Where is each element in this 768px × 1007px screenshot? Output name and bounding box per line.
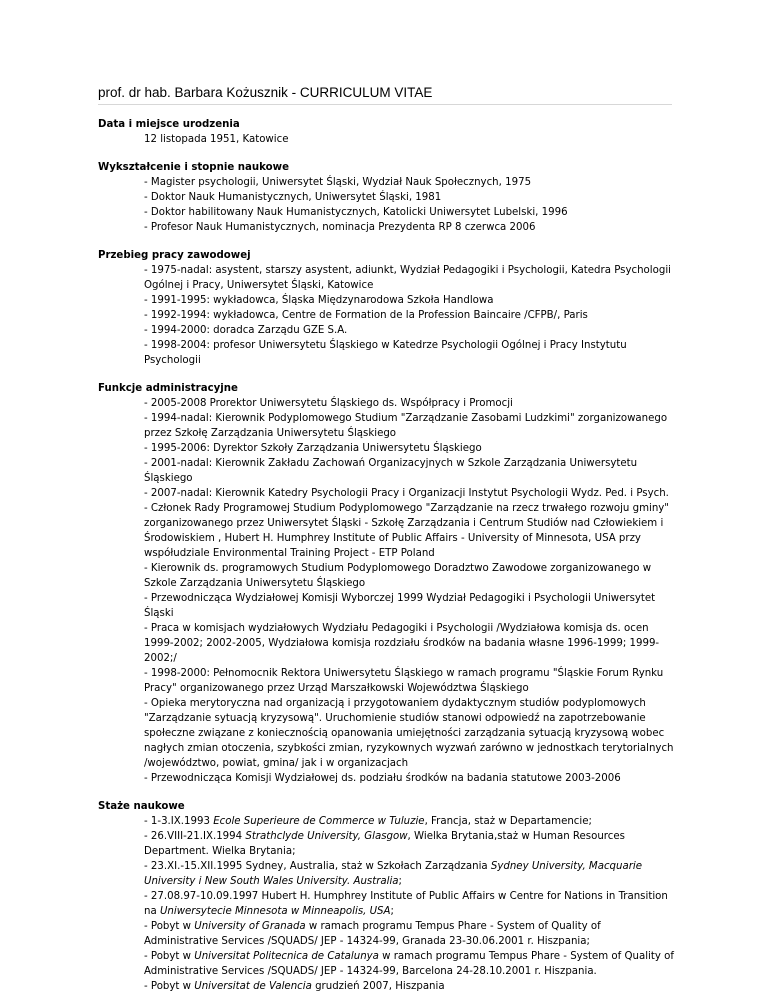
- entry-text: - 1998-2000: Pełnomocnik Rektora Uniwersytetu Śląskiego w ramach programu "Śląskie Forum Rynku Pracy" organizowanego przez Urząd Marszałkowski Województwa Śląskiego: [144, 668, 664, 694]
- list-item: [144, 919, 676, 949]
- entry-text: - 1998-2004: profesor Uniwersytetu Śląskiego w Katedrze Psychologii Ogólnej i Pracy Instytutu Psychologii: [144, 340, 627, 366]
- list-item: [144, 486, 676, 501]
- section-heading: Wykształcenie i stopnie naukowe: [98, 162, 289, 173]
- entry-text: - Magister psychologii, Uniwersytet Śląski, Wydział Nauk Społecznych, 1975: [144, 177, 532, 188]
- list-item: [144, 293, 676, 308]
- entry-text: - 2005-2008 Prorektor Uniwersytetu Śląskiego ds. Współpracy i Promocji: [144, 398, 513, 409]
- institution-name: Ecole Superieure de Commerce w Tuluzie: [213, 816, 425, 827]
- entry-text: - 1994-nadal: Kierownik Podyplomowego Studium "Zarządzanie Zasobami Ludzkimi" zorganizowanego przez Szkołę Zarządzania Uniwersytetu Śląskiego: [144, 413, 668, 439]
- entry-text: ;: [398, 876, 402, 887]
- entry-text: - 1-3.IX.1993: [144, 816, 214, 827]
- entry-text: - 1992-1994: wykładowca, Centre de Formation de la Profession Baincaire /CFPB/, Paris: [144, 310, 588, 321]
- list-item: [144, 814, 676, 829]
- list-item: [144, 396, 676, 411]
- section-body: [98, 814, 676, 994]
- entry-text: - 2007-nadal: Kierownik Katedry Psychologii Pracy i Organizacji Instytut Psychologii Wydz. Ped. i Psych.: [144, 488, 669, 499]
- entry-text: w ramach programu Tempus Phare - System of Quality of Administrative Services /SQUADS/ JEP - 14324-99, Barcelona 24-28.10.2001 r. Hiszpania.: [144, 951, 674, 977]
- entry-text: - Doktor Nauk Humanistycznych, Uniwersytet Śląski, 1981: [144, 192, 442, 203]
- entry-text: - Profesor Nauk Humanistycznych, nominacja Prezydenta RP 8 czerwca 2006: [144, 222, 536, 233]
- list-item: [144, 949, 676, 979]
- section-education: [98, 160, 676, 235]
- entry-text: - 1975-nadal: asystent, starszy asystent, adiunkt, Wydział Pedagogiki i Psychologii, Katedra Psychologii Ogólnej i Pracy, Uniwersytet Śląski, Katowice: [144, 265, 671, 291]
- section-body: [98, 396, 676, 786]
- entry-text: - Praca w komisjach wydziałowych Wydziału Pedagogiki i Psychologii /Wydziałowa komisja ds. ocen 1999-2002; 2002-2005, Wydziałowa komisja rozdziału środków na badania własne 1996-1999; 1999-2002;/: [144, 623, 660, 664]
- institution-name: Strathclyde University, Glasgow: [245, 831, 408, 842]
- section-admin-functions: [98, 381, 676, 786]
- entry-text: - 1995-2006: Dyrektor Szkoły Zarządzania Uniwersytetu Śląskiego: [144, 443, 482, 454]
- list-item: [144, 666, 676, 696]
- entry-text: - 27.08.97-10.09.1997 Hubert H. Humphrey Institute of Public Affairs w Centre for Nations in Transition na: [144, 891, 668, 917]
- section-internships: [98, 799, 676, 994]
- section-body: [98, 263, 676, 368]
- list-item: [144, 979, 676, 994]
- entry-text: - Opieka merytoryczna nad organizacją i przygotowaniem dydaktycznym studiów podyplomowych "Zarządzanie sytuacją kryzysową". Uruchomienie studiów stanowi odpowiedź na zapotrzebowanie społeczne związane z koniecznością opanowania umiejętności zarządzania sytuacją kryzysową wobec nagłych zmian otoczenia, szybkości zmian, ryzykownych wyzwań zarówno w jednostkach terytorialnych /województwo, powiat, gmina/ jak i w organizacjach: [144, 698, 674, 769]
- list-item: [144, 205, 676, 220]
- list-item: [144, 859, 676, 889]
- list-item: [144, 175, 676, 190]
- entry-text: - Pobyt w: [144, 981, 195, 992]
- list-item: [144, 561, 676, 591]
- section-body: [98, 175, 676, 235]
- document-title: prof. dr hab. Barbara Kożusznik - CURRICULUM VITAE: [98, 85, 433, 100]
- entry-text: w ramach programu Tempus Phare - System of Quality of Administrative Services /SQUADS/ JEP - 14324-99, Granada 23-30.06.2001 r. Hiszpania;: [144, 921, 601, 947]
- entry-text: - Kierownik ds. programowych Studium Podyplomowego Doradztwo Zawodowe zorganizowanego w Szkole Zarządzania Uniwersytetu Śląskiego: [144, 563, 652, 589]
- entry-text: ;: [390, 906, 394, 917]
- list-item: [144, 132, 676, 147]
- entry-text: - Pobyt w: [144, 921, 195, 932]
- entry-text: - 1994-2000: doradca Zarządu GZE S.A.: [144, 325, 348, 336]
- institution-name: Sydney University, Macquarie University i New South Wales University. Australia: [144, 861, 643, 887]
- entry-text: grudzień 2007, Hiszpania: [311, 981, 445, 992]
- list-item: [144, 441, 676, 456]
- section-career: [98, 248, 676, 368]
- section-heading: Przebieg pracy zawodowej: [98, 250, 251, 261]
- list-item: [144, 621, 676, 666]
- institution-name: Universitat de Valencia: [194, 981, 312, 992]
- list-item: [144, 308, 676, 323]
- entry-text: - Doktor habilitowany Nauk Humanistycznych, Katolicki Uniwersytet Lubelski, 1996: [144, 207, 568, 218]
- list-item: [144, 263, 676, 293]
- institution-name: Universitat Politecnica de Catalunya: [194, 951, 379, 962]
- list-item: [144, 220, 676, 235]
- section-heading: Funkcje administracyjne: [98, 383, 238, 394]
- institution-name: Uniwersytecie Minnesota w Minneapolis, USA: [159, 906, 391, 917]
- entry-text: - Członek Rady Programowej Studium Podyplomowego "Zarządzanie na rzecz trwałego rozwoju gminy" zorganizowanego przez Uniwersytet Śląski - Szkołę Zarządzania i Centrum Studiów nad Człowiekiem i Środowiskiem , Hubert H. Humphrey Institute of Public Affairs - University of Minnesota, USA przy współudziale Environmental Training Project - ETP Poland: [144, 503, 669, 559]
- list-item: [144, 338, 676, 368]
- entry-text: - 26.VIII-21.IX.1994: [144, 831, 246, 842]
- section-birth: [98, 117, 676, 147]
- list-item: [144, 456, 676, 486]
- institution-name: University of Granada: [194, 921, 306, 932]
- list-item: [144, 323, 676, 338]
- section-body: [98, 132, 676, 147]
- title-divider: [98, 104, 672, 105]
- section-heading: Data i miejsce urodzenia: [98, 119, 240, 130]
- list-item: [144, 501, 676, 561]
- list-item: [144, 696, 676, 771]
- entry-text: - 2001-nadal: Kierownik Zakładu Zachowań Organizacyjnych w Szkole Zarządzania Uniwersytetu Śląskiego: [144, 458, 638, 484]
- entry-text: 12 listopada 1951, Katowice: [144, 134, 289, 145]
- list-item: [144, 411, 676, 441]
- entry-text: - 23.XI.-15.XII.1995 Sydney, Australia, staż w Szkołach Zarządzania: [144, 861, 491, 872]
- list-item: [144, 591, 676, 621]
- cv-content: [98, 117, 676, 1007]
- entry-text: - Przewodnicząca Komisji Wydziałowej ds. podziału środków na badania statutowe 2003-2006: [144, 773, 621, 784]
- entry-text: - Przewodnicząca Wydziałowej Komisji Wyborczej 1999 Wydział Pedagogiki i Psychologii Uniwersytet Śląski: [144, 593, 656, 619]
- list-item: [144, 889, 676, 919]
- list-item: [144, 829, 676, 859]
- entry-text: - Pobyt w: [144, 951, 195, 962]
- entry-text: , Wielka Brytania,staż w Human Resources Department. Wielka Brytania;: [144, 831, 625, 857]
- entry-text: - 1991-1995: wykładowca, Śląska Międzynarodowa Szkoła Handlowa: [144, 295, 494, 306]
- list-item: [144, 771, 676, 786]
- list-item: [144, 190, 676, 205]
- section-heading: Staże naukowe: [98, 801, 185, 812]
- entry-text: , Francja, staż w Departamencie;: [424, 816, 592, 827]
